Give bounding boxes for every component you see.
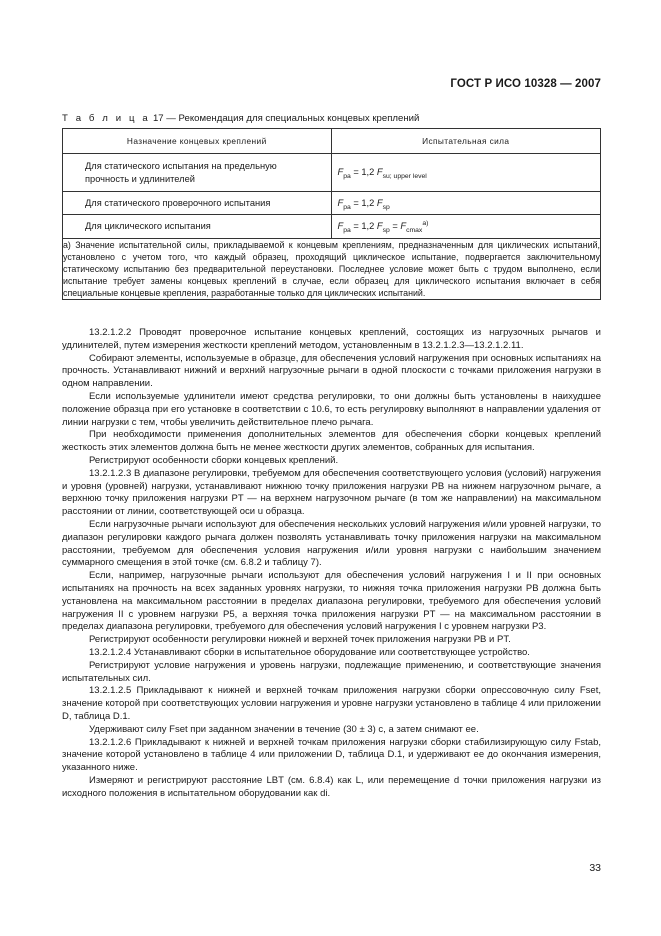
column-header-test-force: Испытательная сила [331, 129, 600, 154]
paragraph: Регистрируют условие нагружения и уровень нагрузки, подлежащие применению, и соответствующие значения испытательных сил. [62, 659, 601, 684]
force-cell: $F_{pa} = 1,2$ $F_{su; upper level}$ [331, 154, 600, 192]
table-header-row [63, 129, 601, 154]
table-note-row [63, 239, 601, 300]
paragraph: При необходимости применения дополнительных элементов для обеспечения сборки концевых креплений жесткость этих элементов должна быть не менее жесткости других элементов, собранных для испытания. [62, 429, 601, 454]
paragraph: Регистрируют особенности сборки концевых креплений. [89, 454, 339, 466]
table-row [63, 154, 601, 192]
column-header-purpose: Назначение концевых креплений [63, 129, 332, 154]
document-header: ГОСТ Р ИСО 10328 — 2007 [450, 78, 601, 90]
page-number: 33 [589, 862, 601, 874]
purpose-cell: Для циклического испытания [63, 215, 332, 239]
table-caption-text: 17 — Рекомендация для специальных концевых креплений [152, 113, 420, 124]
paragraph: 13.2.1.2.4 Устанавливают сборки в испытательное оборудование или соответствующее устройство. [89, 646, 530, 658]
purpose-cell: Для статического испытания на предельную прочность и удлинителей [63, 154, 332, 192]
paragraph: 13.2.1.2.6 Прикладывают к нижней и верхней точкам приложения нагрузки сборки стабилизирующую силу Fstab, значение которой установлено в таблице 4 или приложении D, таблица D.1, и удерживают ее до окончания измерения, указанного ниже. [62, 736, 601, 774]
force-cell: $F_{pa} = 1,2$ $F_{sp} = F_{cmax}^{a)}$ [331, 215, 600, 239]
body-text [62, 327, 601, 800]
paragraph: Собирают элементы, используемые в образце, для обеспечения условий нагружения при основных испытаниях на прочность. Устанавливают нижний и верхний нагрузочные рычаги в одной плоскости с точками приложения нагрузки в одном направлении. [62, 352, 601, 390]
table-row [63, 192, 601, 215]
special-end-attachments-table [62, 128, 601, 300]
paragraph: Если нагрузочные рычаги используют для обеспечения нескольких условий нагружения и/или уровней нагрузки, то диапазон регулировки каждого рычага должен позволять устанавливать точку приложения нагрузки на максимальном расстоянии, требуемом для обеспечения условия нагружения и/или уровня нагрузки с наибольшим значением суммарного смещения в этой точке (см. 6.8.2 и таблицу 7). [62, 518, 601, 569]
paragraph: Если используемые удлинители имеют средства регулировки, то они должны быть установлены в наихудшее положение образца при его установке в соответствии с 10.6, то есть регулировку выполняют в направлении удаления от линии нагрузки с тем, чтобы увеличить действительное плечо рычага. [62, 390, 601, 428]
paragraph: Регистрируют особенности регулировки нижней и верхней точек приложения нагрузки PB и PT. [89, 634, 511, 646]
purpose-cell: Для статического проверочного испытания [63, 192, 332, 215]
paragraph: Измеряют и регистрируют расстояние LBT (см. 6.8.4) как L, или перемещение d точки приложения нагрузки из исходного положения в испытательном оборудовании как di. [62, 774, 601, 799]
table-caption [62, 113, 419, 124]
paragraph: 13.2.1.2.3 В диапазоне регулировки, требуемом для обеспечения соответствующего условия (условий) нагружения и уровня (уровней) нагрузки, устанавливают нижнюю точку приложения нагрузки PB на нижнем нагрузочном рычаге, а верхнюю точку приложения нагрузки PT — на верхнем нагрузочном рычаге (в том же направлении) на максимальном расстоянии от линии, соответствующей оси u образца. [62, 467, 601, 518]
table-row [63, 215, 601, 239]
paragraph: 13.2.1.2.5 Прикладывают к нижней и верхней точкам приложения нагрузки сборки опрессовочную силу Fset, значение которой при соответствующих условии нагружения и уровне нагрузки установлено в таблице 4 или приложении D, таблица D.1. [62, 685, 601, 722]
paragraph: Удерживают силу Fset при заданном значении в течение (30 ± 3) с, а затем снимают ее. [89, 723, 479, 735]
table-caption-label: Т а б л и ц а [62, 113, 151, 124]
force-cell: $F_{pa} = 1,2$ $F_{sp}$ [331, 192, 600, 215]
table-footnote: a) Значение испытательной силы, прикладываемой к концевым креплениям, предназначенным для циклических испытаний, установлено с учетом того, что каждый образец, проходящий циклическое испытание, подвергается заключительному статическому испытанию без предварительной переустановки. Последнее условие может быть с трудом выполнено, если испытание требует замены концевых креплений в случае, если образец для циклического испытания включает в себя специальные концевые крепления, разработанные только для циклических испытаний. [63, 240, 600, 298]
paragraph: 13.2.1.2.2 Проводят проверочное испытание концевых креплений, состоящих из нагрузочных рычагов и удлинителей, путем измерения жесткости креплений методом, установленным в 13.2.1.2.3—13.2.1.2.11. [62, 327, 601, 351]
paragraph: Если, например, нагрузочные рычаги используют для обеспечения условий нагружения I и II при основных испытаниях на прочность на всех заданных уровнях нагрузки, то нижняя точка приложения нагрузки PB должна быть установлена на максимальном расстоянии в пределах диапазона регулировки, требуемого для обеспечения условий нагружения II с уровнем нагрузки P5, а верхняя точка приложения нагрузки PT — на максимальном расстоянии в пределах диапазона регулировки, требуемого для обеспечения условий нагружения I с уровнем нагрузки P3. [62, 570, 601, 633]
